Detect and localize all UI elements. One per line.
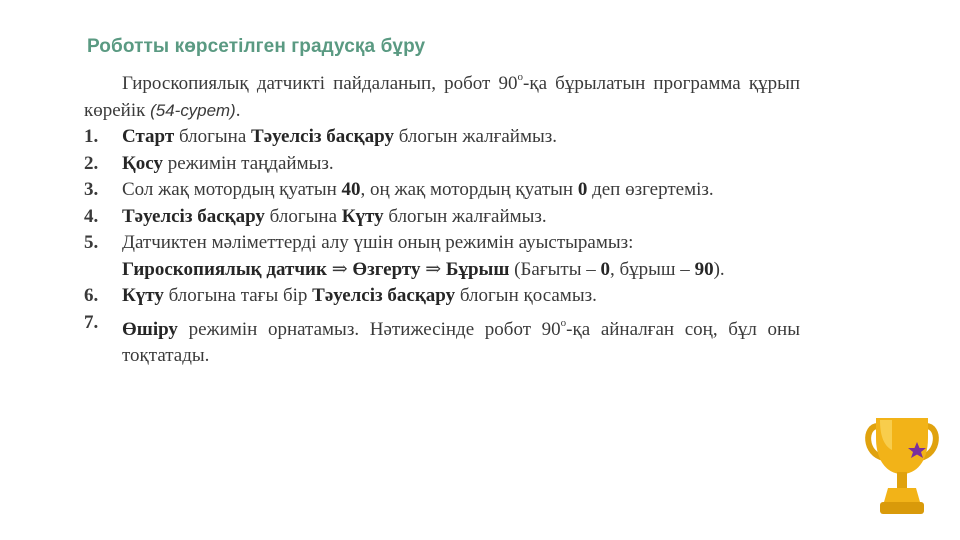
step-7: 7. Өшіру режимін орнатамыз. Нәтижесінде робот $90^о-қа$ айналған соң, бұл оны тоқтатады. <box>84 311 800 366</box>
step-5: 5. Датчиктен мәліметтерді алу үшін оның режимін ауыстырамыз: <box>84 232 634 253</box>
instruction-text <box>84 64 800 370</box>
section-title: Роботты көрсетілген градусқа бұру <box>87 36 426 57</box>
step-2: 2. Қосу режимін таңдаймыз. <box>84 152 334 174</box>
step-5-detail: Гироскопиялық датчик ⇒ Өзгерту ⇒ Бұрыш (Бағыты – 0, бұрыш – 90). <box>122 258 725 280</box>
step-4: 4. Тәуелсіз басқару блогына Күту блогын жалғаймыз. <box>84 205 547 227</box>
step-1: 1. Старт блогына Тәуелсіз басқару блогын жалғаймыз. <box>84 126 558 147</box>
trophy-icon <box>862 410 942 522</box>
intro-paragraph: Гироскопиялық датчикті пайдаланып, робот $90^о-қа$ бұрылатын программа құрып көрейік (54-сурет). <box>84 71 801 121</box>
step-6: 6. Күту блогына тағы бір Тәуелсіз басқару блогын қосамыз. <box>84 285 597 306</box>
step-3: 3. Сол жақ мотордың қуатын 40, оң жақ мотордың қуатын 0 деп өзгертеміз. <box>84 179 714 200</box>
